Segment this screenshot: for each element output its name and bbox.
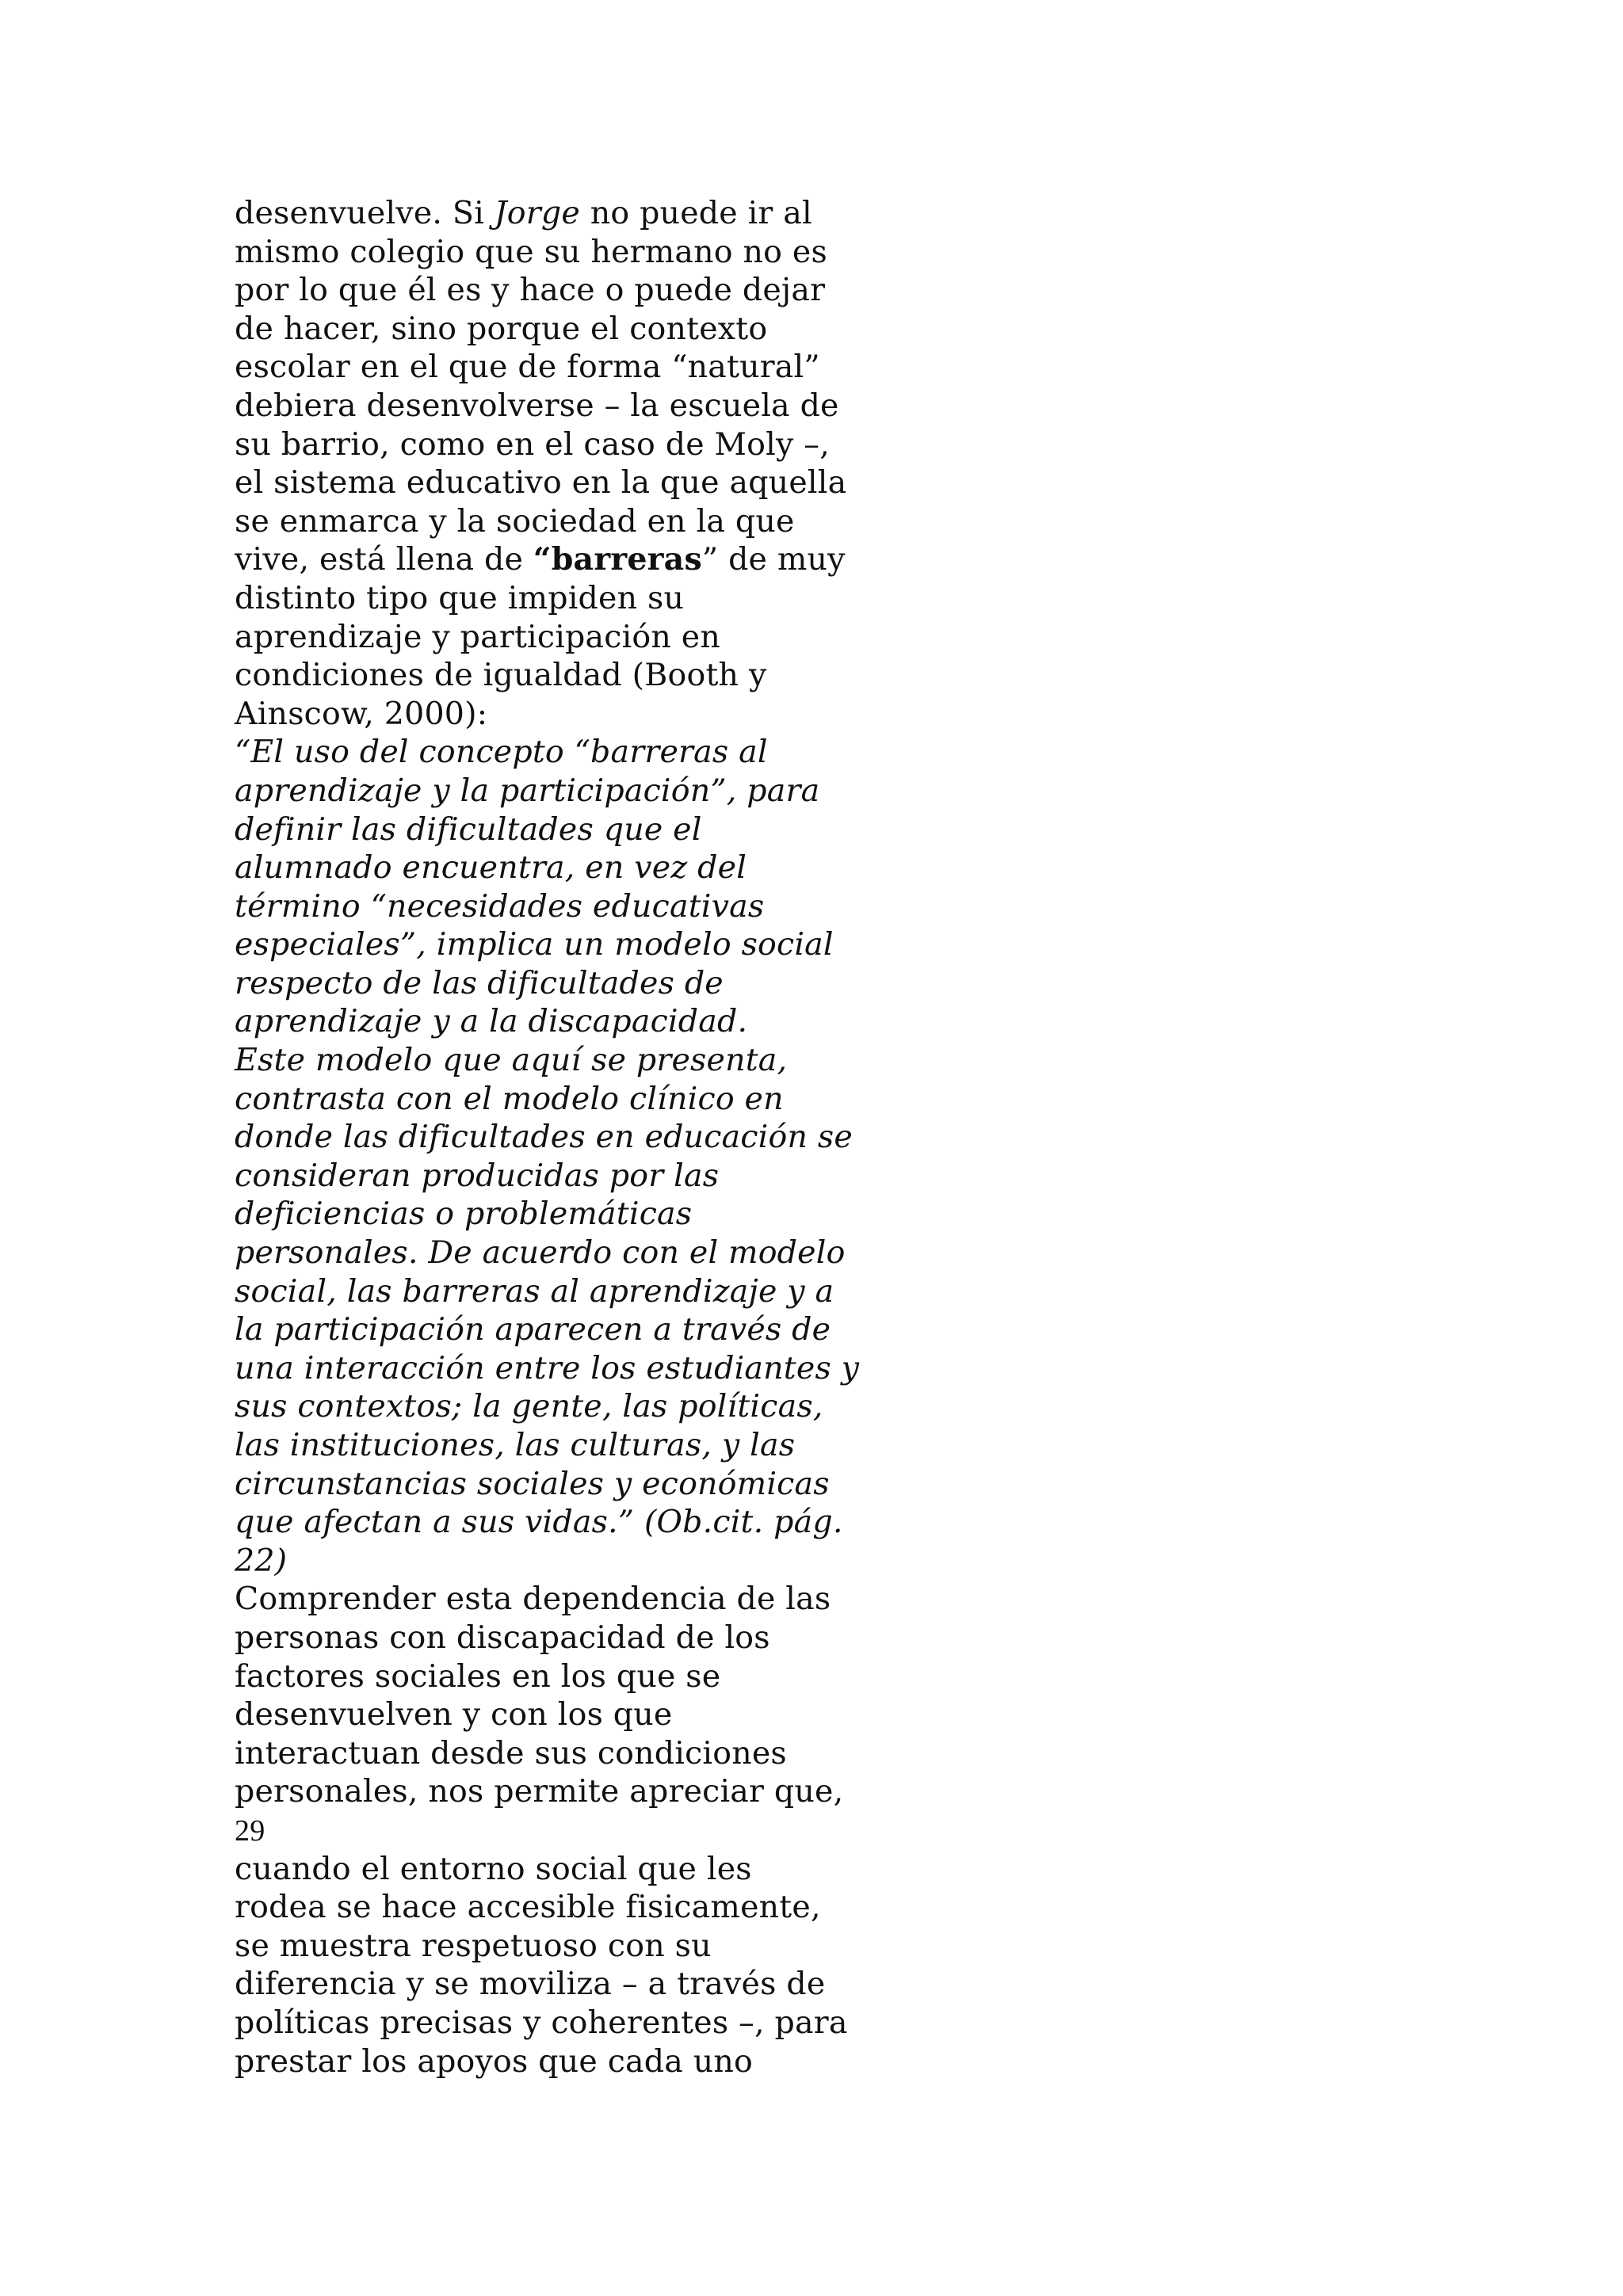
text-line [235, 887, 869, 926]
text-line [235, 1811, 869, 1850]
text-line [235, 618, 869, 657]
body-text-column [235, 194, 869, 2081]
text-line [235, 271, 869, 310]
text-segment: el sistema educativo en la que aquella [235, 464, 847, 502]
italic-text-segment: que afectan a sus vidas.” (Ob.cit. pág. [235, 1504, 843, 1541]
italic-text-segment: término “necesidades educativas [235, 887, 765, 925]
italic-text-segment: “El uso del concepto “barreras al [235, 734, 768, 771]
text-segment: vive, está llena de [235, 541, 533, 578]
italic-text-segment: circunstancias sociales y económicas [235, 1465, 830, 1502]
text-line [235, 1002, 869, 1041]
text-segment: cuando el entorno social que les [235, 1850, 752, 1887]
text-segment: prestar los apoyos que cada uno [235, 2042, 754, 2080]
text-line [235, 1927, 869, 1966]
text-line [235, 1542, 869, 1581]
text-line [235, 1349, 869, 1388]
text-segment: personales, nos permite apreciar que, [235, 1773, 844, 1810]
text-line [235, 348, 869, 387]
text-line [235, 1234, 869, 1272]
text-line [235, 1619, 869, 1657]
italic-text-segment: personales. De acuerdo con el modelo [235, 1234, 846, 1272]
text-segment: se muestra respetuoso con su [235, 1927, 712, 1964]
text-line [235, 540, 869, 579]
italic-text-segment: respecto de las dificultades de [235, 964, 724, 1001]
text-line [235, 1772, 869, 1811]
text-line [235, 2004, 869, 2042]
text-line [235, 425, 869, 464]
text-line [235, 1850, 869, 1889]
italic-text-segment: definir las dificultades que el [235, 810, 702, 848]
bold-text-segment: “barreras [533, 541, 702, 578]
text-segment: Comprender esta dependencia de las [235, 1581, 831, 1618]
page-number: 29 [235, 1814, 265, 1848]
text-line [235, 1157, 869, 1196]
italic-text-segment: donde las dificultades en educación se [235, 1119, 853, 1156]
text-segment: condiciones de igualdad (Booth y [235, 657, 767, 694]
italic-text-segment: social, las barreras al aprendizaje y a [235, 1272, 834, 1310]
text-line [235, 1080, 869, 1119]
text-segment: se enmarca y la sociedad en la que [235, 502, 795, 540]
text-segment: personas con discapacidad de los [235, 1619, 770, 1656]
text-segment: por lo que él es y hace o puede dejar [235, 272, 826, 309]
italic-text-segment: aprendizaje y la participación”, para [235, 772, 820, 809]
italic-text-segment: alumnado encuentra, en vez del [235, 849, 747, 887]
text-line [235, 1657, 869, 1696]
text-segment: debiera desenvolverse – la escuela de [235, 387, 839, 424]
text-line [235, 1734, 869, 1773]
text-line [235, 1310, 869, 1349]
text-segment: políticas precisas y coherentes –, para [235, 2004, 848, 2041]
italic-text-segment: 22) [235, 1542, 288, 1579]
italic-text-segment: aprendizaje y a la discapacidad. [235, 1003, 748, 1040]
text-line [235, 733, 869, 772]
text-segment: factores sociales en los que se [235, 1657, 721, 1695]
text-line [235, 772, 869, 810]
text-line [235, 656, 869, 695]
italic-text-segment: la participación aparecen a través de [235, 1311, 831, 1348]
text-line [235, 1426, 869, 1465]
text-line [235, 579, 869, 618]
text-segment: interactuan desde sus condiciones [235, 1734, 787, 1772]
text-line [235, 810, 869, 849]
italic-text-segment: deficiencias o problemáticas [235, 1196, 693, 1233]
text-segment: su barrio, como en el caso de Moly –, [235, 425, 830, 463]
text-line [235, 1465, 869, 1504]
text-segment: escolar en el que de forma “natural” [235, 349, 820, 386]
text-segment: rodea se hace accesible fisicamente, [235, 1889, 821, 1926]
text-line [235, 194, 869, 233]
text-line [235, 1041, 869, 1080]
italic-text-segment: una interacción entre los estudiantes y [235, 1349, 860, 1386]
text-segment: mismo colegio que su hermano no es [235, 233, 827, 270]
italic-text-segment: contrasta con el modelo clínico en [235, 1080, 784, 1117]
text-segment: distinto tipo que impiden su [235, 579, 685, 616]
text-line [235, 695, 869, 734]
text-segment: desenvuelven y con los que [235, 1696, 673, 1733]
text-segment: diferencia y se moviliza – a través de [235, 1966, 826, 2003]
text-line [235, 1195, 869, 1234]
text-line [235, 925, 869, 964]
text-line [235, 310, 869, 349]
text-line [235, 964, 869, 1003]
text-line [235, 463, 869, 502]
italic-text-segment: consideran producidas por las [235, 1157, 720, 1194]
italic-text-segment: especiales”, implica un modelo social [235, 926, 834, 963]
text-line [235, 1695, 869, 1734]
text-line [235, 1118, 869, 1157]
text-line [235, 233, 869, 272]
italic-text-segment: las instituciones, las culturas, y las [235, 1427, 796, 1463]
text-line [235, 1503, 869, 1542]
text-line [235, 502, 869, 541]
text-segment: desenvuelve. Si [235, 195, 495, 231]
text-segment: de hacer, sino porque el contexto [235, 310, 768, 347]
italic-text-segment: Este modelo que aquí se presenta, [235, 1042, 788, 1079]
text-line [235, 2042, 869, 2081]
text-line [235, 1387, 869, 1426]
text-segment: no puede ir al [579, 195, 812, 231]
text-segment: Ainscow, 2000): [235, 695, 488, 732]
text-segment: ” de muy [701, 541, 846, 578]
text-line [235, 1272, 869, 1311]
italic-text-segment: sus contextos; la gente, las políticas, [235, 1388, 823, 1425]
text-segment: aprendizaje y participación en [235, 618, 721, 655]
text-line [235, 387, 869, 425]
italic-text-segment: Jorge [494, 195, 580, 231]
text-line [235, 1965, 869, 2004]
text-line [235, 1580, 869, 1619]
text-line [235, 1888, 869, 1927]
text-line [235, 849, 869, 887]
